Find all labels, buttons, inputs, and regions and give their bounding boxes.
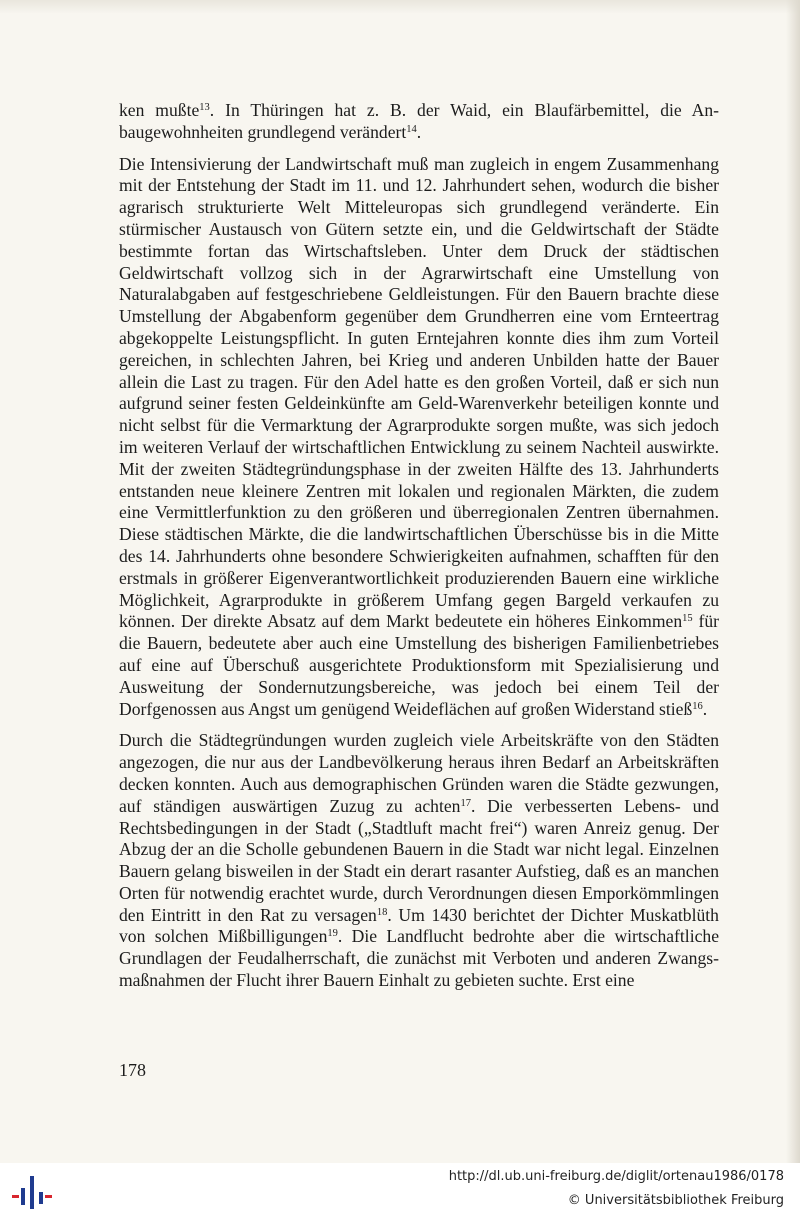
footer-copyright: © Universitätsbibliothek Freiburg xyxy=(567,1193,784,1208)
paragraph xyxy=(119,154,719,721)
logo-dash-right xyxy=(45,1195,52,1198)
logo-dash-left xyxy=(12,1195,19,1198)
footnote-reference: 18 xyxy=(376,906,388,918)
text-run: . Die Landflucht bedrohte aber die wirtschaftliche Grundlagen der Feudalherrschaft, die zunächst mit Verboten und anderen Zwangsmaßnahmen der Flucht ihrer Bauern Einhalt zu gebieten suchte. Erst eine xyxy=(119,926,719,991)
text-run: . In Thüringen hat z. B. der Waid, ein Blaufärbemittel, die Anbaugewohnheiten grundlegend verändert xyxy=(119,100,719,142)
text-run: für die Bauern, bedeutete aber auch eine Umstellung des bisherigen Familienbetriebes auf eine auf Überschuß ausgerichtete Produktionsform mit Spezialisierung und Ausweitung der Sondernutzungsbereiche, was jedoch bei einem Teil der Dorfgenossen aus Angst um genügend Weideflächen auf großen Widerstand stieß xyxy=(119,611,719,719)
footnote-reference: 13 xyxy=(199,102,210,114)
viewer-footer xyxy=(0,1163,800,1220)
text-run: Die Intensivierung der Landwirtschaft muß man zugleich in engem Zusammenhang mit der Entstehung der Stadt im 11. und 12. Jahrhundert sehen, wodurch die bisher agrarisch strukturierte Welt Mitteleuropas sich grundlegend veränderte. Ein stürmischer Austausch von Gütern setzte ein, und die Geldwirtschaft der Städte bestimmte fortan das Wirtschaftsleben. Unter dem Druck der städtischen Geldwirtschaft vollzog sich in der Agrarwirtschaft eine Umstellung von Naturalabgaben auf festgeschriebene Geldleistungen. Für den Bauern brachte diese Umstellung der Abgabenform gegenüber dem Grundherren eine vom Ernteertrag abgekoppelte Leistungspflicht. In guten Erntejahren konnte dies ihm zum Vorteil gereichen, in schlechten Jahren, bei Krieg und anderen Unbilden hatte der Bauer allein die Last zu tragen. Für den Adel hatte es den großen Vorteil, daß er sich nun aufgrund seiner festen Geldeinkünfte am Geld-Warenverkehr beteiligen konnte und nicht selbst für die Vermarktung der Agrarprodukte sorgen mußte, was sich jedoch im weiteren Verlauf der wirtschaftlichen Entwicklung zu seinem Nachteil auswirkte. Mit der zweiten Städtegründungsphase in der zweiten Hälfte des 13. Jahrhunderts entstanden neue kleinere Zentren mit lokalen und regionalen Märkten, die zudem eine Vermittlerfunktion zu den größeren und überregionalen Zentren übernahmen. Diese städtischen Märkte, die die landwirtschaftlichen Überschüsse bis in die Mitte des 14. Jahrhunderts ohne besondere Schwierigkeiten aufnahmen, schafften für den erstmals in größerer Eigenverantwortlichkeit produzierenden Bauern eine wirkliche Möglichkeit, Agrarprodukte in größerem Umfang gegen Bargeld verkaufen zu können. Der direkte Absatz auf dem Markt bedeutete ein höheres Einkommen xyxy=(119,153,719,632)
text-run: . Die verbesserten Lebens- und Rechtsbedingungen in der Stadt („Stadtluft macht frei“) waren Anreiz genug. Der Abzug der an die Scholle gebundenen Bauern in die Stadt war nicht legal. Einzelnen Bauern gelang bisweilen in der Stadt ein derart rasanter Aufstieg, daß es an manchen Orten für notwendig erachtet wurde, durch Verordnungen diesen Emporkömmlingen den Eintritt in den Rat zu versagen xyxy=(119,795,719,925)
paragraph xyxy=(119,100,719,144)
text-run: . Um 1430 berichtet der Dichter Muskatblüth von solchen Mißbilligungen xyxy=(119,904,719,947)
footnote-reference: 15 xyxy=(682,613,693,625)
text-run: . xyxy=(702,698,708,719)
footnote-reference: 17 xyxy=(460,797,471,809)
footnote-reference: 14 xyxy=(406,124,417,136)
footer-url-link[interactable]: http://dl.ub.uni-freiburg.de/diglit/ortenau1986/0178 xyxy=(448,1169,784,1184)
logo-bar-left xyxy=(21,1188,25,1205)
page-edge-shadow-top xyxy=(0,0,800,14)
page-number: 178 xyxy=(119,1060,146,1080)
logo-bar-right xyxy=(39,1192,43,1204)
footnote-reference: 16 xyxy=(692,700,703,712)
ub-freiburg-logo-icon[interactable] xyxy=(12,1172,52,1212)
paragraph xyxy=(119,730,719,992)
text-run: ken mußte xyxy=(119,100,200,120)
footnote-reference: 19 xyxy=(327,928,338,940)
text-run: . xyxy=(416,121,422,142)
text-run: Durch die Städtegründungen wurden zugleich viele Arbeitskräfte von den Städten angezogen, die nur aus der Landbevölkerung heraus ihren Bedarf an Arbeitskräften decken konnten. Auch aus demographischen Gründen waren die Städte gezwungen, auf ständigen auswärtigen Zuzug zu achten xyxy=(119,730,719,816)
logo-bar-center xyxy=(30,1176,34,1209)
page-edge-shadow-right xyxy=(786,0,800,1163)
body-text xyxy=(119,100,719,992)
